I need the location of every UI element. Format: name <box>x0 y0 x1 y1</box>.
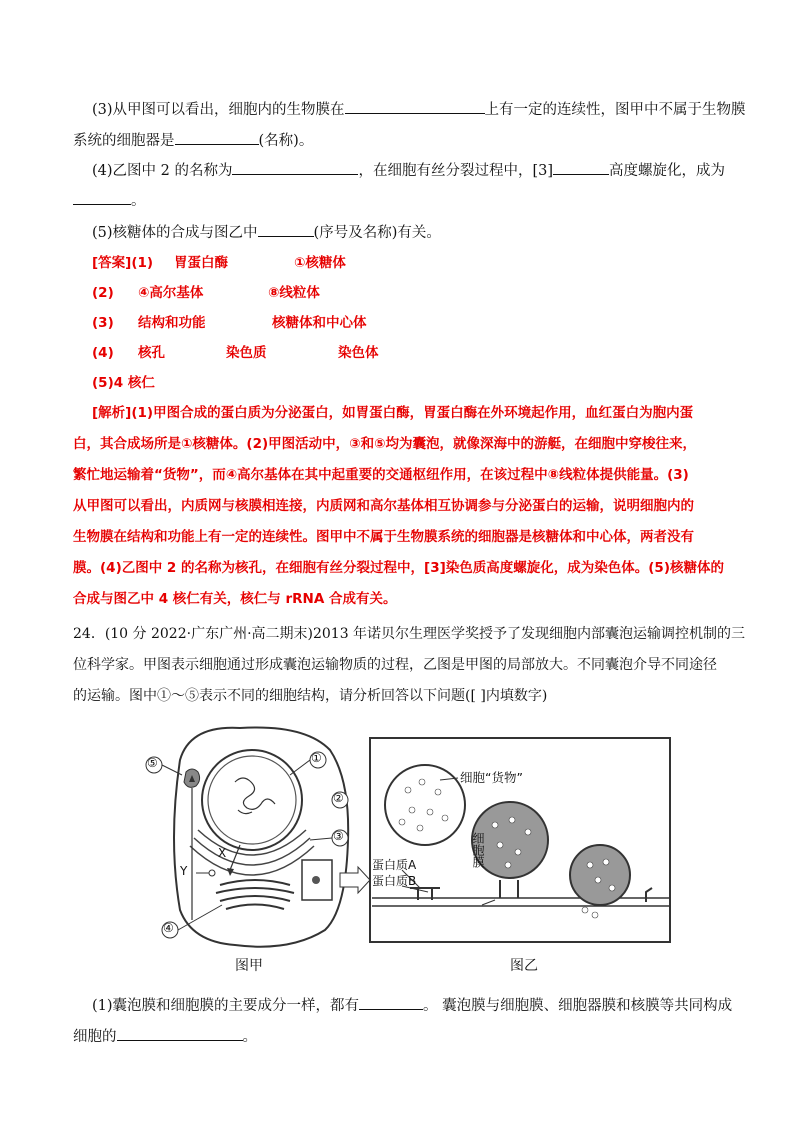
label-2: ② <box>333 791 344 805</box>
caption-figure-a: 图甲 <box>235 958 263 974</box>
answer-row-4: (4) 核孔 染色质 染色体 <box>92 345 379 361</box>
answer-row-5: (5)4 核仁 <box>92 375 155 391</box>
answer-blank <box>258 222 314 237</box>
question-24-line: 位科学家。甲图表示细胞通过形成囊泡运输物质的过程，乙图是甲图的局部放大。不同囊泡介导不同途径 <box>73 657 717 673</box>
answer-blank <box>73 190 131 205</box>
answer-row-1: [答案](1) 胃蛋白酶 ①核糖体 <box>92 255 346 271</box>
label-1: ① <box>311 751 322 765</box>
analysis-line: 合成与图乙中 4 核仁有关，核仁与 rRNA 合成有关。 <box>73 591 397 607</box>
answer-blank <box>553 160 609 175</box>
answer-row-2: (2) ④高尔基体 ⑧线粒体 <box>92 285 320 301</box>
question-1-line1: (1)囊泡膜和细胞膜的主要成分一样，都有 。 囊泡膜与细胞膜、细胞器膜和核膜等共同构成 <box>92 995 732 1016</box>
analysis-line: 从甲图可以看出，内质网与核膜相连接，内质网和高尔基体相互协调参与分泌蛋白的运输，说明细胞内的 <box>73 498 694 514</box>
answer-blank <box>232 160 358 175</box>
question-24-line: 的运输。图中①～⑤表示不同的细胞结构，请分析回答以下问题([ ]内填数字) <box>73 688 548 704</box>
caption-figure-b: 图乙 <box>510 958 538 974</box>
question-3-line1: (3)从甲图可以看出，细胞内的生物膜在 上有一定的连续性，图甲中不属于生物膜 <box>92 99 746 120</box>
protein-b-label: 蛋白质B <box>372 874 417 888</box>
analysis-line: 白，其合成场所是①核糖体。(2)甲图活动中，③和⑤均为囊泡，就像深海中的游艇，在细胞中穿梭往来， <box>73 436 697 452</box>
question-3-line2: 系统的细胞器是 (名称)。 <box>73 130 313 151</box>
analysis-line: 膜。(4)乙图中 2 的名称为核孔，在细胞有丝分裂过程中，[3]染色质高度螺旋化，成为染色体。(5)核糖体的 <box>73 560 724 576</box>
question-24-line: 24．(10 分 2022·广东广州·高二期末)2013 年诺贝尔生理医学奖授予了发现细胞内部囊泡运输调控机制的三 <box>73 626 746 642</box>
cargo-label: 细胞“货物” <box>460 770 523 785</box>
analysis-line: 生物膜在结构和功能上有一定的连续性。图甲中不属于生物膜系统的细胞器是核糖体和中心体，两者没有 <box>73 529 694 545</box>
answer-row-3: (3) 结构和功能 核糖体和中心体 <box>92 315 367 331</box>
answer-blank <box>175 130 259 145</box>
answer-blank <box>345 99 485 114</box>
analysis-line: [解析](1)甲图合成的蛋白质为分泌蛋白，如胃蛋白酶，胃蛋白酶在外环境起作用，血红蛋白为胞内蛋 <box>92 405 694 421</box>
question-1-line2: 细胞的 。 <box>73 1026 257 1047</box>
question-5-line: (5)核糖体的合成与图乙中 (序号及名称)有关。 <box>92 222 441 243</box>
answer-blank <box>359 995 423 1010</box>
vesicle-transport-figure <box>140 720 680 980</box>
membrane-label: 细胞膜 <box>471 832 485 868</box>
question-4-line2: 。 <box>73 190 146 211</box>
answer-blank <box>117 1026 243 1041</box>
label-x: X <box>218 846 227 860</box>
label-5: ⑤ <box>147 756 158 770</box>
label-3: ③ <box>333 829 344 843</box>
label-y: Y <box>180 864 188 878</box>
analysis-line: 繁忙地运输着“货物”，而④高尔基体在其中起重要的交通枢纽作用，在该过程中⑧线粒体提供能量。(3) <box>73 467 689 483</box>
question-4-line1: (4)乙图中 2 的名称为 ，在细胞有丝分裂过程中，[3] 高度螺旋化，成为 <box>92 160 725 181</box>
protein-a-label: 蛋白质A <box>372 858 417 872</box>
label-4: ④ <box>163 921 174 935</box>
